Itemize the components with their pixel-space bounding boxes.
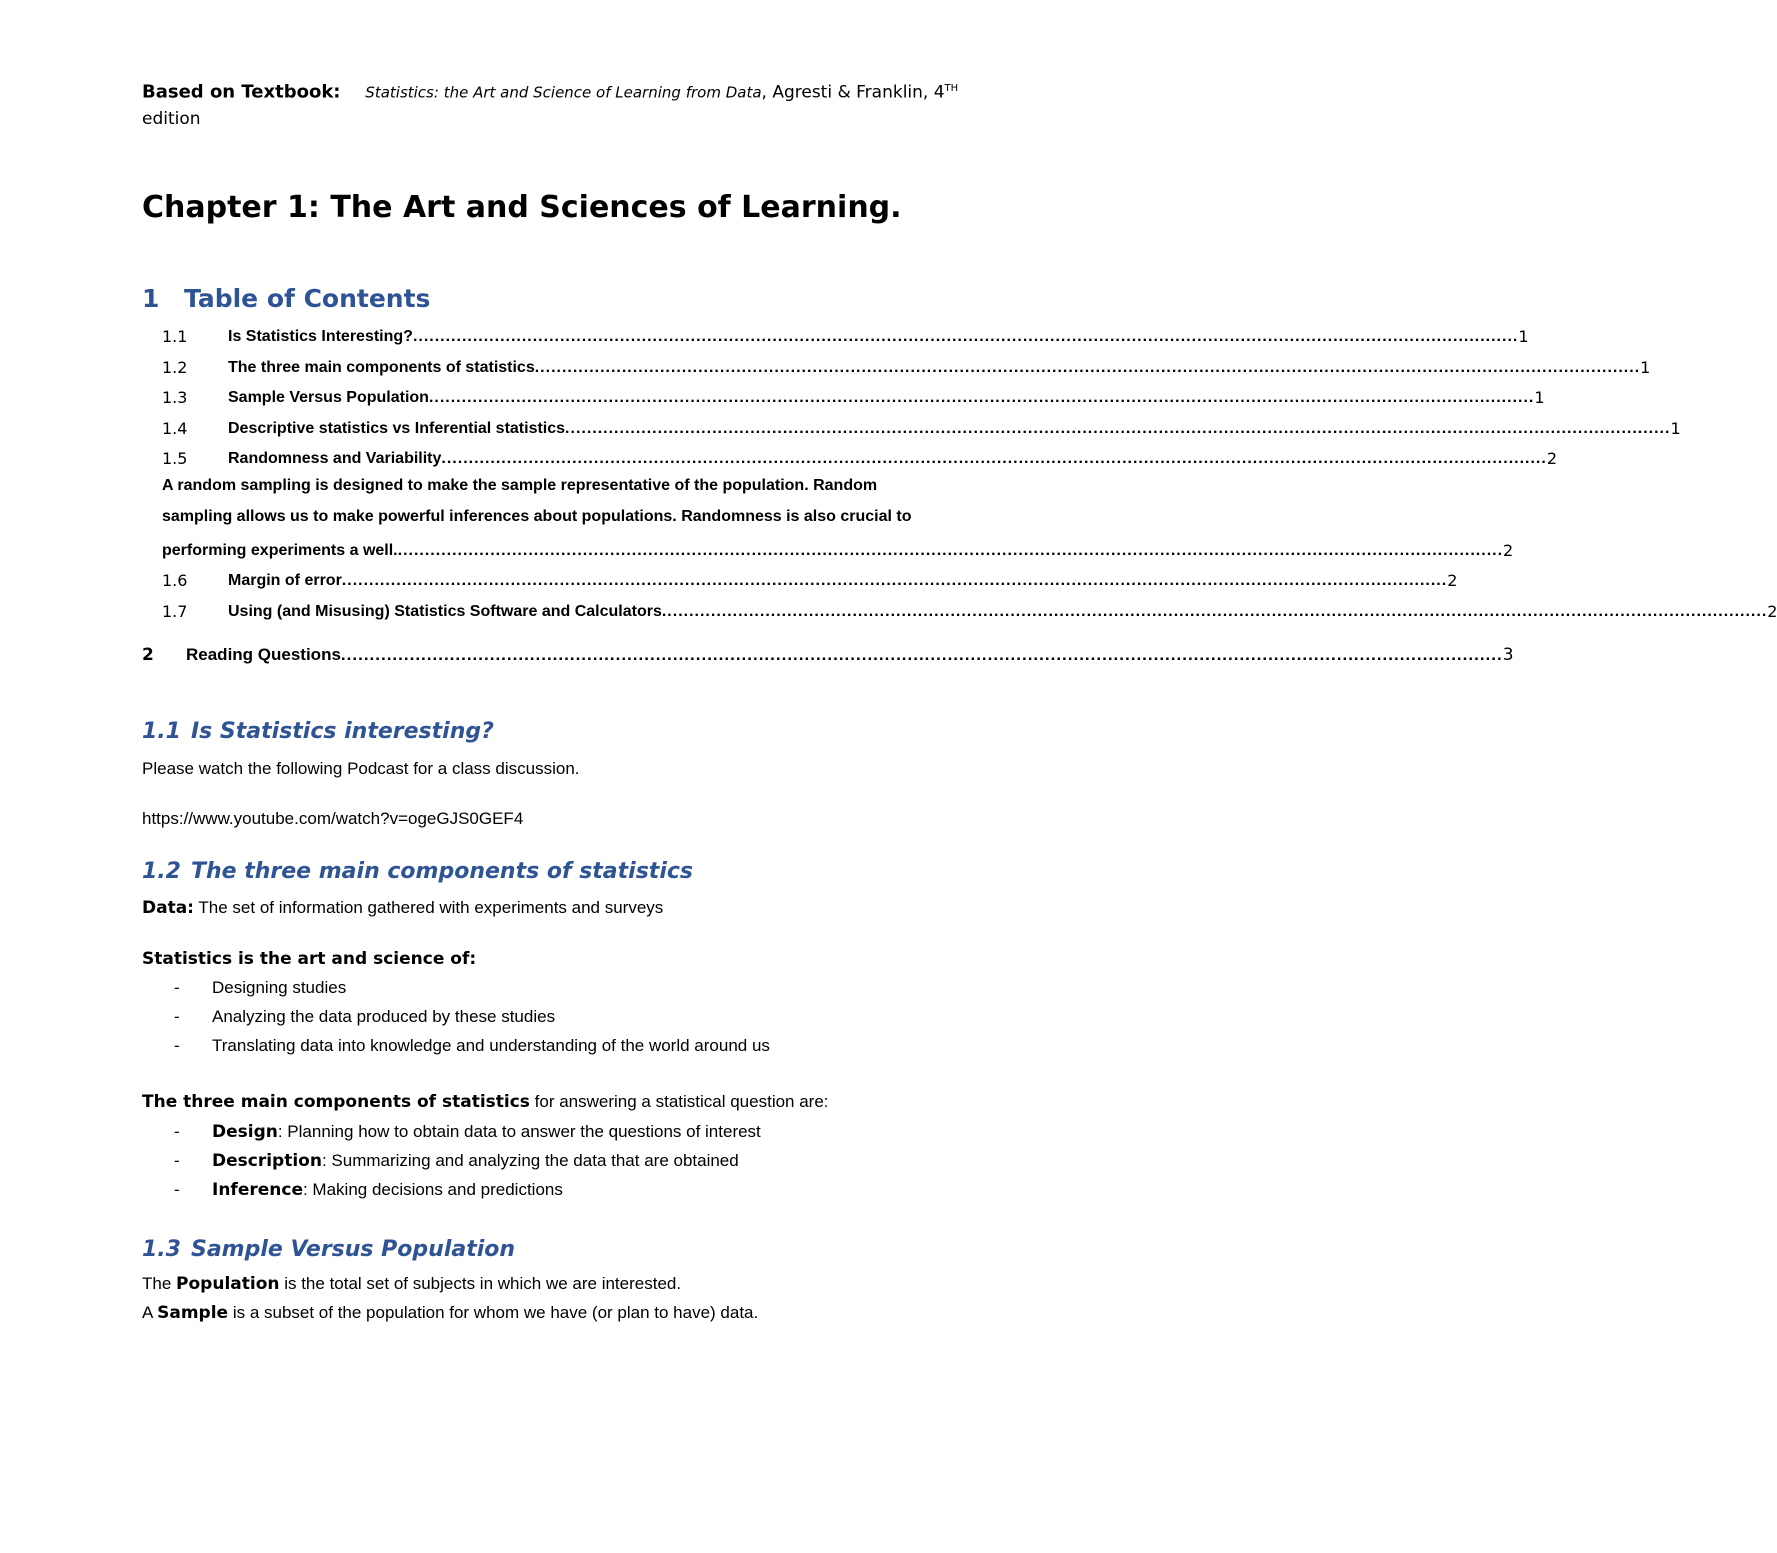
podcast-link[interactable]: https://www.youtube.com/watch?v=ogeGJS0GEF4 <box>142 809 524 828</box>
toc-paragraph-line-1[interactable]: A random sampling is designed to make the sample representative of the population. Random <box>162 477 878 494</box>
section-title: Is Statistics interesting? <box>190 719 494 744</box>
components-text: for answering a statistical question are: <box>529 1092 829 1111</box>
toc-entry-number: 1.5 <box>162 449 188 468</box>
toc-entry-page: 2 <box>1546 449 1557 468</box>
text-fragment: A <box>142 1303 158 1322</box>
book-authors: , Agresti & Franklin, 4 <box>761 82 945 103</box>
toc-entry-1-5[interactable] <box>162 438 1557 468</box>
dash-bullet: - <box>174 1036 180 1055</box>
dash-bullet: - <box>174 1122 180 1141</box>
toc-leader: ........................................................................................................................................................................................................... <box>397 542 1504 559</box>
dash-bullet: - <box>174 978 180 997</box>
list-item <box>174 1032 770 1060</box>
list-item <box>174 974 346 1002</box>
component-label: Description <box>212 1151 322 1171</box>
toc-entry-page: 2 <box>1503 541 1514 560</box>
components-intro <box>142 1088 829 1116</box>
list-item-text: Designing studies <box>212 978 347 997</box>
section-number: 1.1 <box>142 719 181 744</box>
components-term: The three main components of statistics <box>142 1092 530 1112</box>
toc-entry-page: 3 <box>1502 645 1514 665</box>
toc-leader: ........................................................................................................................................................................................................... <box>341 572 1448 589</box>
dash-bullet: - <box>174 1180 180 1199</box>
toc-entry-2[interactable] <box>142 635 1514 665</box>
toc-entry-page: 1 <box>1518 327 1529 346</box>
toc-leader: ........................................................................................................................................................................................................... <box>428 389 1535 406</box>
toc-entry-title: Descriptive statistics vs Inferential statistics <box>228 420 566 437</box>
toc-paragraph-line-2[interactable]: sampling allows us to make powerful inferences about populations. Randomness is also crucial to <box>162 508 912 525</box>
toc-heading-number: 1 <box>142 284 160 313</box>
podcast-instruction: Please watch the following Podcast for a class discussion. <box>142 759 580 778</box>
reference-label: Based on Textbook: <box>142 81 341 103</box>
sample-definition <box>142 1299 758 1327</box>
toc-paragraph-line-3[interactable] <box>162 530 1514 560</box>
list-item-text: Translating data into knowledge and understanding of the world around us <box>212 1036 770 1055</box>
toc-leader: ........................................................................................................................................................................................................... <box>340 645 1503 664</box>
section-1-3-heading <box>142 1234 515 1266</box>
component-text: : Planning how to obtain data to answer the questions of interest <box>277 1122 761 1141</box>
section-number: 1.3 <box>142 1237 181 1262</box>
chapter-title: Chapter 1: The Art and Sciences of Learning. <box>142 190 902 225</box>
toc-entry-number: 1.7 <box>162 602 188 621</box>
art-science-heading: Statistics is the art and science of: <box>142 949 477 969</box>
component-text: : Summarizing and analyzing the data that are obtained <box>321 1151 739 1170</box>
edition-superscript: TH <box>944 83 959 94</box>
toc-entry-title: Sample Versus Population <box>228 389 429 406</box>
toc-entry-title: The three main components of statistics <box>228 359 535 376</box>
toc-entry-title: Margin of error <box>228 572 342 589</box>
text-fragment: The <box>142 1274 177 1293</box>
data-definition <box>142 894 663 922</box>
toc-entry-1-2[interactable] <box>162 347 1651 377</box>
book-title: Statistics: the Art and Science of Learning from Data <box>365 83 762 102</box>
list-item <box>174 1118 761 1146</box>
toc-heading-text: Table of Contents <box>184 284 431 313</box>
toc-entry-1-7[interactable] <box>162 591 1777 621</box>
text-fragment: is the total set of subjects in which we are interested. <box>279 1274 682 1293</box>
toc-entry-title: Randomness and Variability <box>228 450 442 467</box>
list-item <box>174 1147 739 1175</box>
data-term: Data: <box>142 898 194 918</box>
section-1-2-heading <box>142 856 693 888</box>
toc-leader: ........................................................................................................................................................................................................... <box>412 328 1519 345</box>
population-definition <box>142 1270 681 1298</box>
toc-entry-page: 1 <box>1534 388 1545 407</box>
toc-entry-title: Using (and Misusing) Statistics Software and Calculators <box>228 603 662 620</box>
toc-entry-1-1[interactable] <box>162 316 1529 346</box>
toc-entry-page: 2 <box>1767 602 1777 621</box>
toc-entry-title: Is Statistics Interesting? <box>228 328 413 345</box>
toc-leader: ........................................................................................................................................................................................................... <box>661 603 1768 620</box>
toc-entry-1-4[interactable] <box>162 408 1681 438</box>
toc-entry-number: 1.4 <box>162 419 188 438</box>
component-label: Inference <box>212 1180 303 1200</box>
toc-entry-number: 1.1 <box>162 327 188 346</box>
toc-entry-title: Reading Questions <box>186 645 341 664</box>
section-number: 1.2 <box>142 859 181 884</box>
population-term: Population <box>176 1274 280 1294</box>
toc-heading <box>142 282 430 316</box>
section-title: The three main components of statistics <box>190 859 693 884</box>
toc-entry-number: 2 <box>142 645 154 665</box>
toc-leader: ........................................................................................................................................................................................................... <box>534 359 1641 376</box>
component-label: Design <box>212 1122 278 1142</box>
toc-entry-title: performing experiments a well. <box>162 542 398 559</box>
data-text: The set of information gathered with experiments and surveys <box>193 898 664 917</box>
toc-leader: ........................................................................................................................................................................................................... <box>441 450 1547 467</box>
toc-entry-page: 1 <box>1670 419 1681 438</box>
textbook-reference <box>142 74 958 108</box>
toc-entry-number: 1.6 <box>162 571 188 590</box>
edition-word: edition <box>142 109 201 129</box>
toc-leader: ........................................................................................................................................................................................................... <box>565 420 1671 437</box>
toc-entry-number: 1.3 <box>162 388 188 407</box>
dash-bullet: - <box>174 1007 180 1026</box>
sample-term: Sample <box>157 1303 229 1323</box>
section-title: Sample Versus Population <box>190 1237 516 1262</box>
list-item <box>174 1003 555 1031</box>
section-1-1-heading <box>142 716 494 748</box>
component-text: : Making decisions and predictions <box>302 1180 563 1199</box>
dash-bullet: - <box>174 1151 180 1170</box>
toc-entry-number: 1.2 <box>162 358 188 377</box>
toc-entry-1-3[interactable] <box>162 377 1545 407</box>
list-item <box>174 1176 563 1204</box>
text-fragment: is a subset of the population for whom we have (or plan to have) data. <box>228 1303 759 1322</box>
list-item-text: Analyzing the data produced by these studies <box>212 1007 556 1026</box>
toc-entry-page: 2 <box>1447 571 1458 590</box>
toc-entry-1-6[interactable] <box>162 560 1458 590</box>
toc-entry-page: 1 <box>1640 358 1651 377</box>
